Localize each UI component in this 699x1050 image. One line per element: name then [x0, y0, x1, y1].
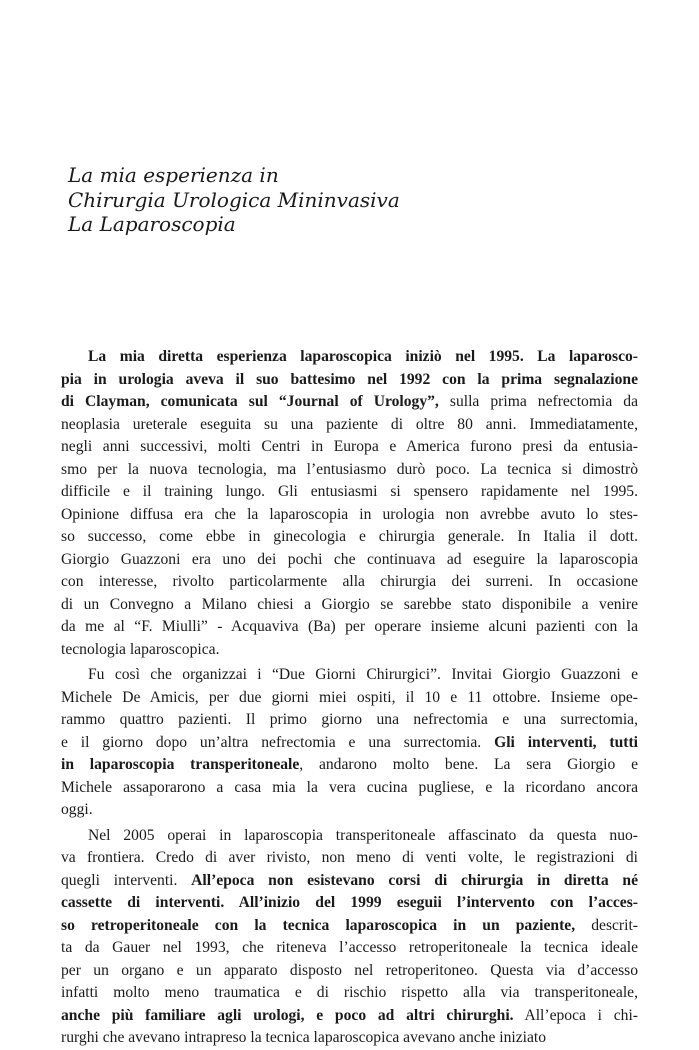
- chapter-title-line: La mia esperienza in: [68, 163, 279, 187]
- bold-text: Gli interventi, tutti: [494, 733, 639, 751]
- text-line: [61, 1005, 638, 1028]
- text-line: [61, 594, 638, 617]
- bold-text: so retroperitoneale con la tecnica laparoscopica in un paziente,: [61, 916, 576, 934]
- text-run: Nel 2005 operai in laparoscopia transperitoneale affascinato da questa nuo-: [88, 826, 638, 844]
- text-run: infatti molto meno traumatica e di rischio rispetto alla via transperitoneale,: [61, 984, 638, 1001]
- text-line: [61, 481, 638, 504]
- text-run: ta da Gauer nel 1993, che riteneva l’accesso retroperitoneale la tecnica ideale: [61, 939, 638, 956]
- text-run: Michele assaporarono a casa mia la vera cucina pugliese, e la ricordano ancora: [61, 778, 638, 796]
- text-run: Giorgio Guazzoni era uno dei pochi che continuava ad eseguire la laparoscopia: [61, 550, 638, 568]
- chapter-title-line: La Laparoscopia: [68, 212, 236, 236]
- text-line: [61, 799, 638, 822]
- text-run: con interesse, rivolto particolarmente alla chirurgia dei surreni. In occasione: [61, 573, 638, 590]
- text-line: [61, 1027, 638, 1050]
- bold-text: pia in urologia aveva il suo battesimo nel 1992 con la prima segnalazione: [61, 370, 638, 388]
- text-line: [61, 369, 638, 392]
- text-line: [61, 549, 638, 572]
- text-run: per un organo e un apparato disposto nel retroperitoneo. Questa via d’accesso: [61, 961, 638, 979]
- text-line: [61, 732, 638, 755]
- text-run: Michele De Amicis, per due giorni miei ospiti, il 10 e 11 ottobre. Insieme ope-: [61, 688, 638, 706]
- bold-text: in laparoscopia transperitoneale: [61, 756, 300, 773]
- text-line: [61, 754, 638, 777]
- text-run: e il giorno dopo un’altra nefrectomia e una surrectomia.: [61, 733, 495, 751]
- text-run: oggi.: [61, 801, 93, 818]
- chapter-title: [68, 163, 400, 237]
- text-line: [61, 616, 638, 639]
- text-run: rammo quattro pazienti. Il primo giorno una nefrectomia e una surrectomia,: [61, 711, 638, 728]
- text-run: difficile e il training lungo. Gli entusiasmi si spensero rapidamente nel 1995.: [61, 483, 638, 500]
- text-line: [61, 436, 638, 459]
- text-line: [61, 709, 638, 732]
- text-line: [61, 870, 638, 893]
- text-line: [61, 892, 638, 915]
- text-run: Opinione diffusa era che la laparoscopia in urologia non avrebbe avuto lo stes-: [61, 505, 638, 523]
- text-run: Fu così che organizzai i “Due Giorni Chirurgici”. Invitai Giorgio Guazzoni e: [88, 666, 638, 683]
- text-run: so successo, come ebbe in ginecologia e chirurgia generale. In Italia il dott.: [61, 528, 638, 545]
- paragraph: [61, 825, 638, 1050]
- bold-text: All’epoca non esistevano corsi di chirurgia in diretta né: [191, 871, 638, 889]
- text-run: da me al “F. Miulli” - Acquaviva (Ba) per operare insieme alcuni pazienti con la: [61, 618, 638, 635]
- text-line: [61, 571, 638, 594]
- paragraph: [61, 664, 638, 822]
- text-line: [61, 346, 638, 369]
- text-line: [61, 825, 638, 848]
- text-run: tecnologia laparoscopica.: [61, 640, 220, 658]
- text-line: [61, 414, 638, 437]
- bold-text: anche più familiare agli urologi, e poco ad altri chirurghi.: [61, 1006, 514, 1024]
- text-line: [61, 960, 638, 983]
- text-line: [61, 459, 638, 482]
- text-run: rurghi che avevano intrapreso la tecnica laparoscopica avevano anche iniziato: [61, 1029, 547, 1046]
- text-run: , andarono molto bene. La sera Giorgio e: [299, 756, 638, 773]
- text-run: descrit-: [575, 916, 638, 934]
- text-run: All’epoca i chi-: [513, 1006, 639, 1024]
- text-run: di un Convegno a Milano chiesi a Giorgio se sarebbe stato disponibile a venire: [61, 595, 638, 613]
- text-run: quegli interventi.: [61, 871, 192, 889]
- text-line: [61, 847, 638, 870]
- body-text: [61, 346, 638, 1050]
- text-line: [61, 504, 638, 527]
- text-line: [61, 526, 638, 549]
- bold-text: cassette di interventi. All’inizio del 1999 eseguii l’intervento con l’acces-: [61, 894, 638, 911]
- text-run: va frontiera. Credo di aver rivisto, non meno di venti volte, le registrazioni di: [61, 849, 638, 866]
- text-run: negli anni successivi, molti Centri in Europa e America furono presi da entusia-: [61, 438, 638, 455]
- chapter-title-line: Chirurgia Urologica Mininvasiva: [68, 187, 400, 212]
- text-run: sulla prima nefrectomia da: [438, 393, 638, 410]
- bold-text: La mia diretta esperienza laparoscopica iniziò nel 1995. La laparosco-: [88, 348, 638, 365]
- text-run: smo per la nuova tecnologia, ma l’entusiasmo durò poco. La tecnica si dimostrò: [61, 460, 638, 478]
- text-line: [61, 687, 638, 710]
- text-run: neoplasia ureterale eseguita su una paziente di oltre 80 anni. Immediatamente,: [61, 415, 638, 433]
- text-line: [61, 915, 638, 938]
- text-line: [61, 937, 638, 960]
- text-line: [61, 664, 638, 687]
- text-line: [61, 982, 638, 1005]
- paragraph: [61, 346, 638, 661]
- bold-text: di Clayman, comunicata sul “Journal of Urology”,: [61, 393, 439, 410]
- text-line: [61, 391, 638, 414]
- text-line: [61, 777, 638, 800]
- text-line: [61, 639, 638, 662]
